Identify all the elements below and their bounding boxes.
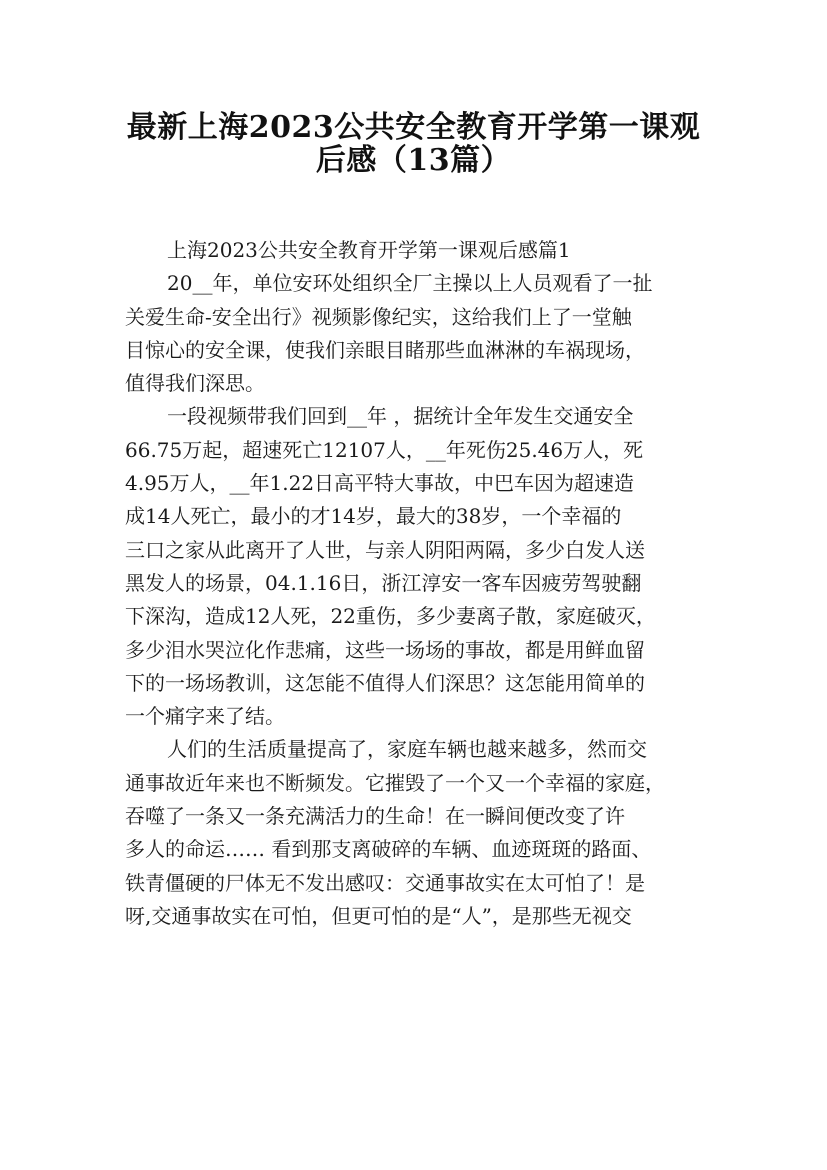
body-text-line: 目惊心的安全课，使我们亲眼目睹那些血淋淋的车祸现场， <box>125 337 645 362</box>
body-text-line: 一段视频带我们回到__年 ，据统计全年发生交通安全 <box>167 404 634 429</box>
title-line-1: 最新上海2023公共安全教育开学第一课观 <box>126 110 701 145</box>
body-text-line: 4.95万人，__年1.22日高平特大事故，中巴车因为超速造 <box>125 471 635 496</box>
body-text-line: 一个痛字来了结。 <box>125 704 285 729</box>
body-text-line: 多人的命运…… 看到那支离破碎的车辆、血迹斑斑的路面、 <box>125 837 652 862</box>
body-text-line: 通事故近年来也不断频发。它摧毁了一个又一个幸福的家庭， <box>125 770 665 795</box>
body-text-line: 上海2023公共安全教育开学第一课观后感篇1 <box>167 238 571 262</box>
body-text-line: 黑发人的场景，04.1.16日，浙江淳安一客车因疲劳驾驶翻 <box>125 570 642 595</box>
body-text-line: 成14人死亡，最小的才14岁，最大的38岁，一个幸福的 <box>125 504 622 529</box>
title-line-2: 后感（13篇） <box>315 143 512 179</box>
body-text-line: 66.75万起，超速死亡12107人，__年死伤25.46万人，死 <box>125 437 644 462</box>
body-text-line: 呀,交通事故实在可怕，但更可怕的是“人”，是那些无视交 <box>125 903 632 928</box>
document-title <box>110 104 717 179</box>
body-text-line: 关爱生命-安全出行》视频影像纪实，这给我们上了一堂触 <box>125 304 632 329</box>
body-text-line: 三口之家从此离开了人世，与亲人阴阳两隔，多少白发人送 <box>125 537 645 562</box>
body-text-line: 下深沟，造成12人死，22重伤，多少妻离子散，家庭破灭， <box>125 604 656 629</box>
body-text-line: 下的一场场教训，这怎能不值得人们深思？这怎能用简单的 <box>125 670 645 695</box>
body-text-line: 值得我们深思。 <box>125 371 265 396</box>
body-text-line: 20__年，单位安环处组织全厂主操以上人员观看了一扯 <box>167 271 653 296</box>
body-text-line: 人们的生活质量提高了，家庭车辆也越来越多，然而交 <box>167 737 647 762</box>
body-text-line: 吞噬了一条又一条充满活力的生命！在一瞬间便改变了许 <box>125 804 625 829</box>
body-text-line: 多少泪水哭泣化作悲痛，这些一场场的事故，都是用鲜血留 <box>125 637 645 662</box>
body-text-line: 铁青僵硬的尸体无不发出感叹：交通事故实在太可怕了！是 <box>125 870 645 895</box>
document-body <box>125 234 715 933</box>
